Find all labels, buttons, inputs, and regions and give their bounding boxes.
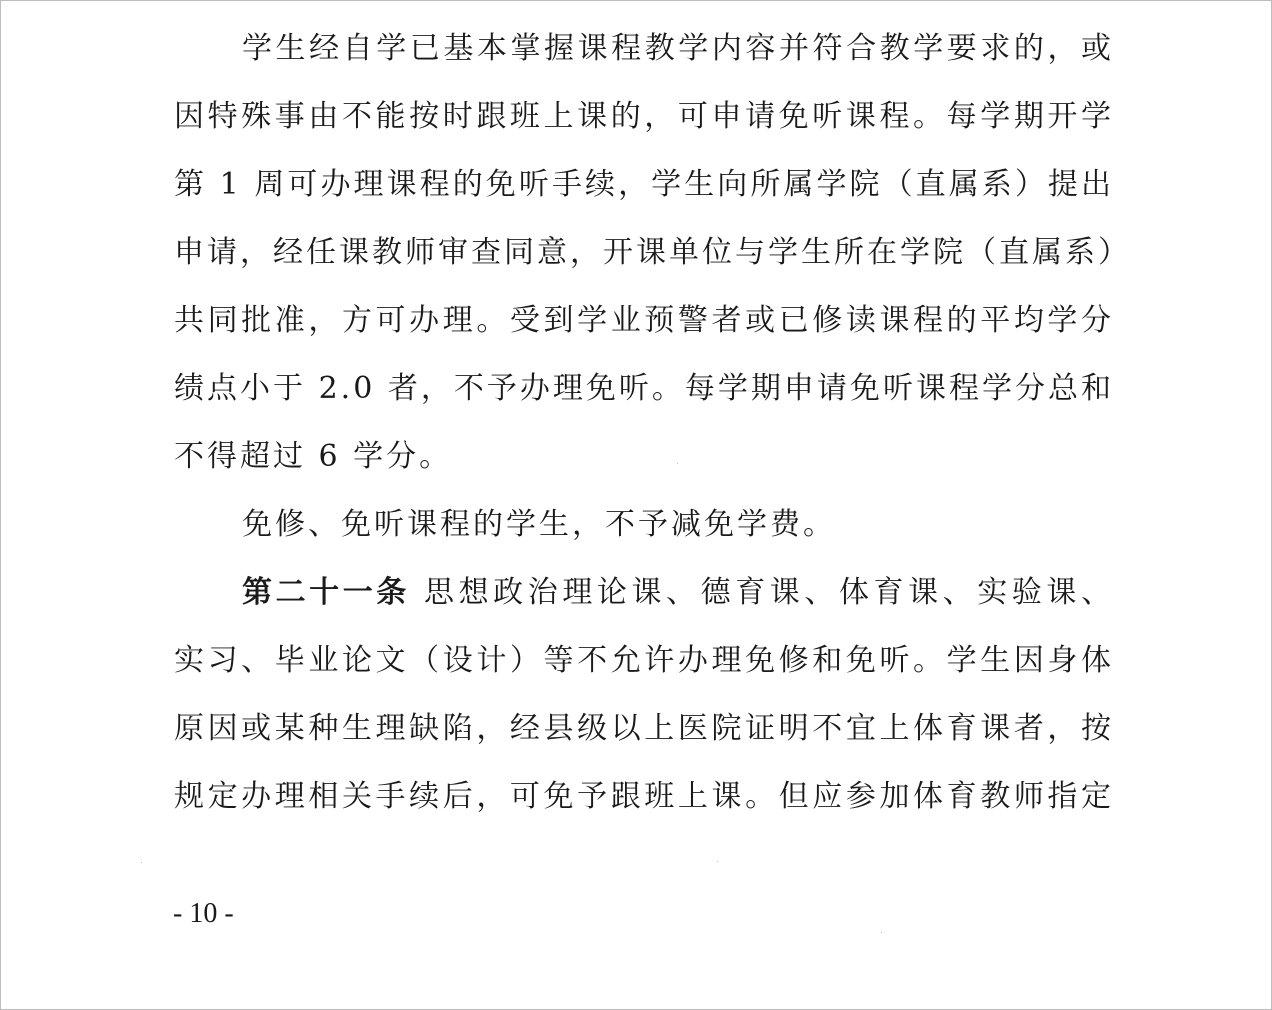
scan-speck [881, 932, 882, 933]
scan-speck [141, 862, 142, 863]
article-21-line-1 [174, 559, 1114, 627]
paragraph-1-line-1: 学生经自学已基本掌握课程教学内容并符合教学要求的，或 [242, 31, 1114, 66]
paragraph-1-line-7: 不得超过 6 学分。 [174, 439, 453, 474]
document-body [174, 15, 1131, 831]
article-21-line-3: 原因或某种生理缺陷，经县级以上医院证明不宜上体育课者，按 [174, 711, 1114, 746]
article-21-line-1-text: 思想政治理论课、德育课、体育课、实验课、 [409, 575, 1114, 610]
paragraph-1-line-3: 第 1 周可办理课程的免听手续，学生向所属学院（直属系）提出 [174, 167, 1114, 202]
scan-speck [677, 463, 678, 464]
paragraph-1-line-6: 绩点小于 2.0 者，不予办理免听。每学期申请免听课程学分总和 [174, 371, 1114, 406]
article-21-heading: 第二十一条 [242, 575, 410, 610]
paragraph-1-line-4: 申请，经任课教师审查同意，开课单位与学生所在学院（直属系） [174, 235, 1131, 270]
paragraph-1-line-2: 因特殊事由不能按时跟班上课的，可申请免听课程。每学期开学 [174, 99, 1114, 134]
page-number: - 10 - [173, 898, 234, 929]
article-21-line-2: 实习、毕业论文（设计）等不允许办理免修和免听。学生因身体 [174, 643, 1114, 678]
paragraph-2-line-1: 免修、免听课程的学生，不予减免学费。 [242, 507, 836, 542]
paragraph-1-line-5: 共同批准，方可办理。受到学业预警者或已修读课程的平均学分 [174, 303, 1114, 338]
scan-speck [717, 861, 718, 862]
article-21-line-4: 规定办理相关手续后，可免予跟班上课。但应参加体育教师指定 [174, 779, 1114, 814]
